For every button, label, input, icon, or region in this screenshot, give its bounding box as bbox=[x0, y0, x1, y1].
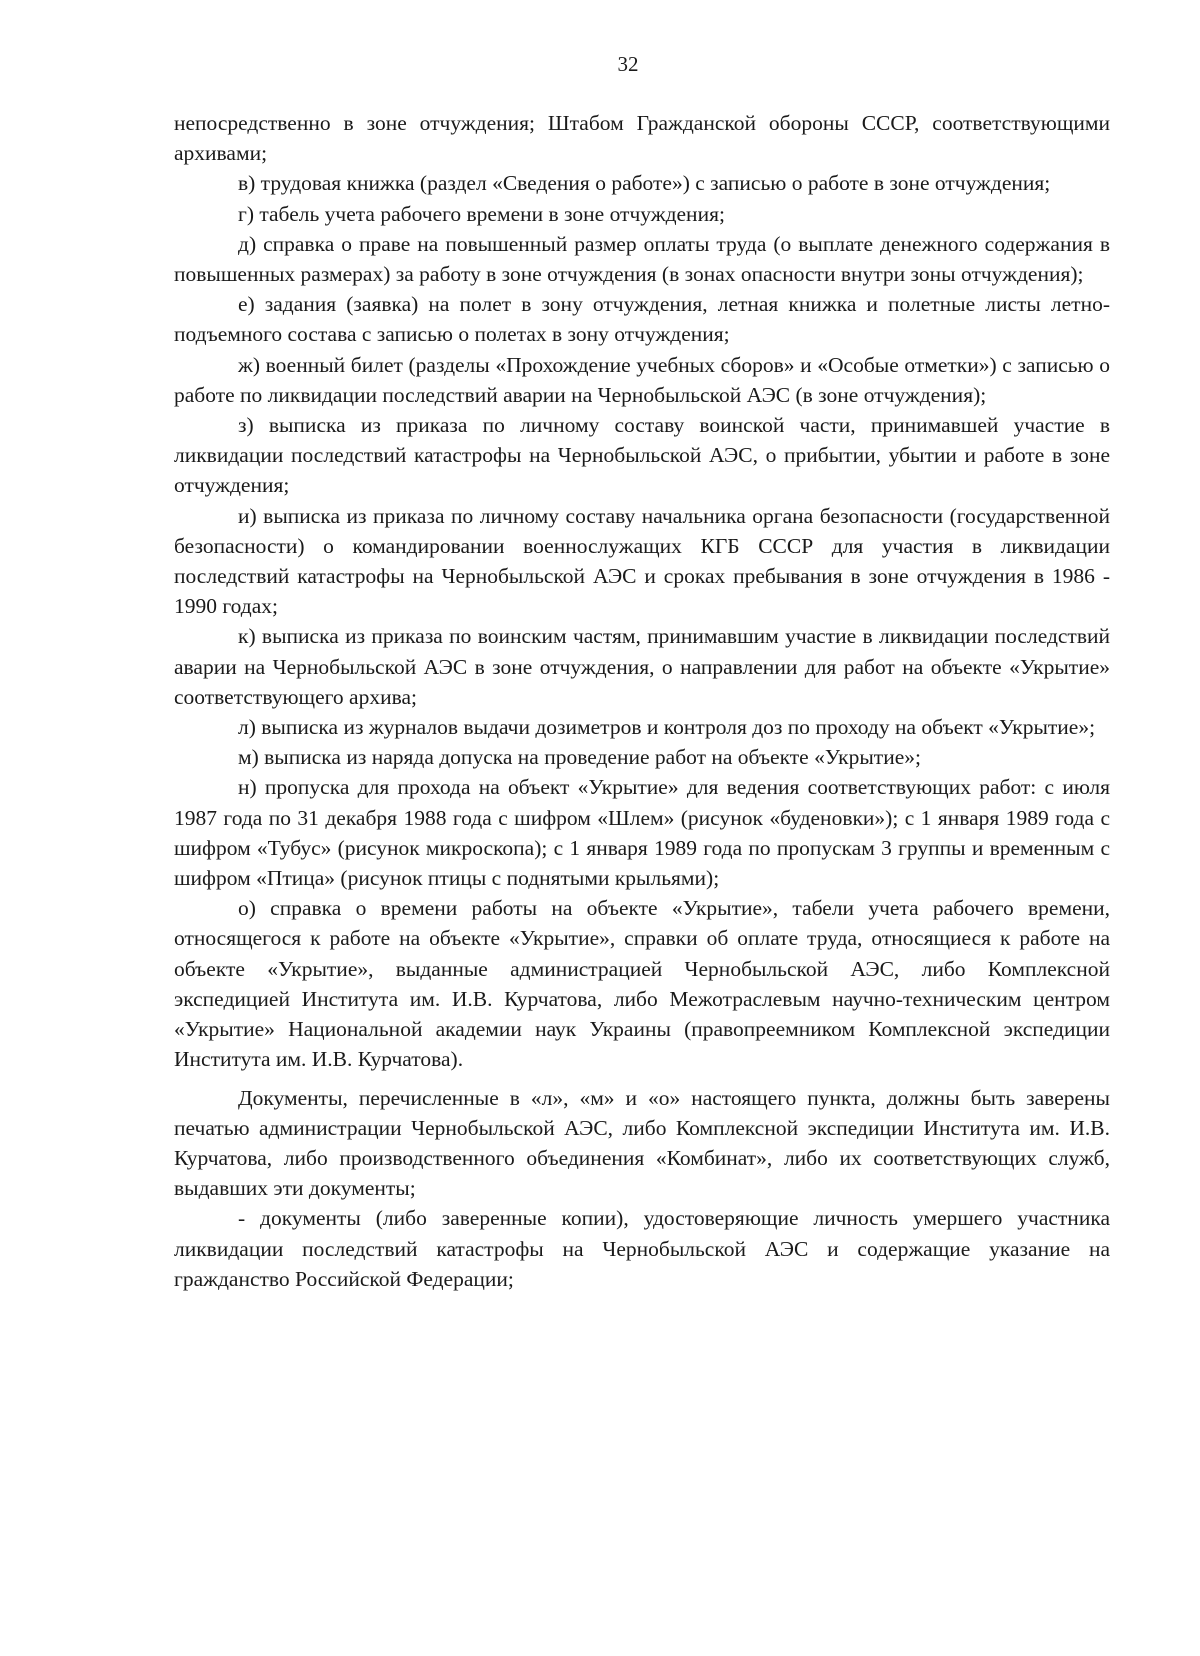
paragraph: е) задания (заявка) на полет в зону отчуждения, летная книжка и полетные листы летно-подъемного состава с записью о полетах в зону отчуждения; bbox=[174, 292, 1110, 347]
page-number: 32 bbox=[617, 52, 639, 76]
paragraph: в) трудовая книжка (раздел «Сведения о работе») с записью о работе в зоне отчуждения; bbox=[238, 171, 1051, 196]
paragraph: з) выписка из приказа по личному составу воинской части, принимавшей участие в ликвидации последствий катастрофы на Чернобыльской АЭС, о прибытии, убытии и работе в зоне отчуждения; bbox=[174, 413, 1110, 498]
paragraph: о) справка о времени работы на объекте «Укрытие», табели учета рабочего времени, относящегося к работе на объекте «Укрытие», справки об оплате труда, относящиеся к работе на объекте «Укрытие», выданные администрацией Чернобыльской АЭС, либо Комплексной экспедицией Института им. И.В. Курчатова, либо Межотраслевым научно-техническим центром «Укрытие» Национальной академии наук Украины (правопреемником Комплексной экспедиции Института им. И.В. Курчатова). bbox=[174, 896, 1110, 1072]
paragraph: м) выписка из наряда допуска на проведение работ на объекте «Укрытие»; bbox=[238, 745, 921, 770]
paragraph: н) пропуска для прохода на объект «Укрытие» для ведения соответствующих работ: с июля 1987 года по 31 декабря 1988 года с шифром «Шлем» (рисунок «буденовки»); с 1 января 1989 года с шифром «Тубус» (рисунок микроскопа); с 1 января 1989 года по пропускам 3 группы и временным с шифром «Птица» (рисунок птицы с поднятыми крыльями); bbox=[174, 775, 1110, 891]
paragraph: непосредственно в зоне отчуждения; Штабом Гражданской обороны СССР, соответствующими архивами; bbox=[174, 111, 1110, 166]
paragraph: ж) военный билет (разделы «Прохождение учебных сборов» и «Особые отметки») с записью о работе по ликвидации последствий аварии на Чернобыльской АЭС (в зоне отчуждения); bbox=[174, 352, 1110, 407]
paragraph: л) выписка из журналов выдачи дозиметров и контроля доз по проходу на объект «Укрытие»; bbox=[238, 715, 1096, 740]
paragraph: к) выписка из приказа по воинским частям, принимавшим участие в ликвидации последствий аварии на Чернобыльской АЭС в зоне отчуждения, о направлении для работ на объекте «Укрытие» соответствующего архива; bbox=[174, 624, 1110, 709]
paragraph: г) табель учета рабочего времени в зоне отчуждения; bbox=[238, 201, 725, 226]
paragraph: д) справка о праве на повышенный размер оплаты труда (о выплате денежного содержания в повышенных размерах) за работу в зоне отчуждения (в зонах опасности внутри зоны отчуждения); bbox=[174, 231, 1110, 287]
paragraph: Документы, перечисленные в «л», «м» и «о» настоящего пункта, должны быть заверены печатью администрации Чернобыльской АЭС, либо Комплексной экспедиции Института им. И.В. Курчатова, либо производственного объединения «Комбинат», либо их соответствующих служб, выдавших эти документы; bbox=[174, 1085, 1110, 1201]
document-body bbox=[174, 108, 1110, 1294]
paragraph: и) выписка из приказа по личному составу начальника органа безопасности (государственной безопасности) о командировании военнослужащих КГБ СССР для участия в ликвидации последствий катастрофы на Чернобыльской АЭС и сроках пребывания в зоне отчуждения в 1986 - 1990 годах; bbox=[174, 503, 1110, 619]
paragraph: - документы (либо заверенные копии), удостоверяющие личность умершего участника ликвидации последствий катастрофы на Чернобыльской АЭС и содержащие указание на гражданство Российской Федерации; bbox=[174, 1206, 1110, 1291]
